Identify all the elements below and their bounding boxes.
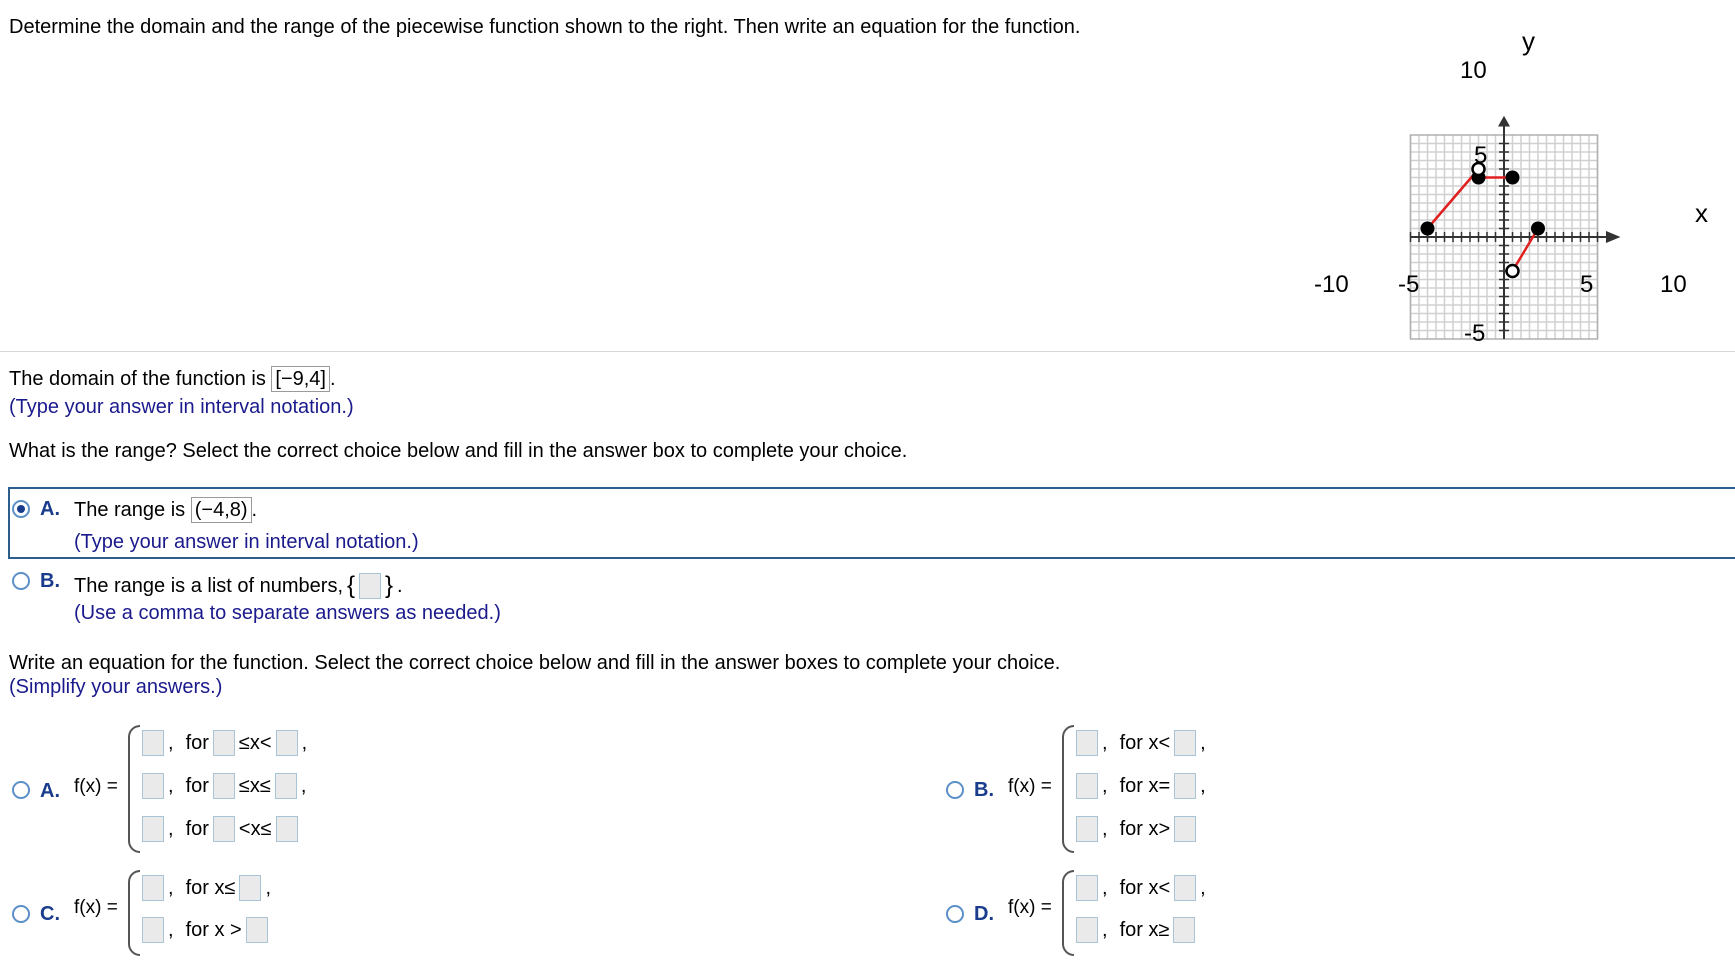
equation-choice-d-fx: f(x) = [1008, 897, 1052, 918]
value-field[interactable] [142, 875, 164, 901]
for-label: for x< [1119, 876, 1171, 899]
lower-bound-field[interactable] [213, 730, 235, 756]
equation-choice-a-letter: A. [40, 780, 60, 802]
equation-choice-c-radio[interactable] [12, 905, 30, 923]
x-tick-label: 10 [1660, 271, 1687, 298]
row-end: , [301, 731, 308, 754]
row-end: , [1200, 774, 1206, 797]
value-field[interactable] [142, 730, 164, 756]
row-end: , [300, 774, 307, 797]
upper-bound-field[interactable] [275, 773, 297, 799]
value-field[interactable] [142, 917, 164, 943]
equation-choice-a-fx: f(x) = [74, 776, 118, 797]
value-field[interactable] [1076, 875, 1098, 901]
equation-choice-a-radio[interactable] [12, 781, 30, 799]
equation-choice-c-fx: f(x) = [74, 897, 118, 918]
graph-segment [1513, 229, 1539, 272]
equation-choice-b-brace [1062, 725, 1074, 853]
equation-choice-a-row-2: , for ≤x≤ , [142, 773, 306, 799]
range-choice-b-letter: B. [40, 570, 60, 592]
equation-choice-c-letter: C. [40, 903, 60, 925]
upper-bound-field[interactable] [276, 730, 298, 756]
range-choice-a-letter: A. [40, 498, 60, 520]
range-answer-field[interactable]: (−4,8) [191, 497, 252, 523]
divider [0, 351, 1735, 352]
equation-choice-a-brace [128, 725, 140, 853]
range-choice-a-prefix: The range is [74, 499, 186, 521]
domain-suffix: . [330, 368, 336, 390]
row-end: , [265, 876, 271, 899]
for-label: for [185, 817, 209, 840]
upper-bound-field[interactable] [276, 816, 298, 842]
y-tick-label: 10 [1460, 57, 1487, 84]
for-label: for x > [185, 918, 242, 941]
range-choice-a-hint: (Type your answer in interval notation.) [74, 531, 419, 553]
lower-bound-field[interactable] [213, 773, 235, 799]
inequality: <x≤ [238, 817, 272, 840]
for-label: for x≥ [1119, 918, 1170, 941]
closed-point [1506, 171, 1520, 185]
bound-field[interactable] [1174, 730, 1196, 756]
y-tick-label: 5 [1474, 142, 1488, 169]
row-end: , [1200, 731, 1206, 754]
range-choice-a-suffix: . [251, 499, 258, 521]
range-choice-a-line [74, 497, 257, 523]
range-prompt: What is the range? Select the correct choice below and fill in the answer box to complete your choice. [9, 440, 908, 462]
equation-choice-d-brace [1062, 870, 1074, 956]
equation-choice-b-letter: B. [974, 779, 994, 801]
value-field[interactable] [142, 773, 164, 799]
equation-choice-b-fx: f(x) = [1008, 776, 1052, 797]
question-text: Determine the domain and the range of the piecewise function shown to the right. Then write an equation for the function. [9, 16, 1081, 38]
inequality: ≤x≤ [238, 774, 271, 797]
equation-choice-b-row-2: , for x= , [1076, 773, 1206, 799]
x-axis-label: x [1695, 198, 1708, 228]
range-choice-b-hint: (Use a comma to separate answers as needed.) [74, 602, 501, 624]
closed-point [1421, 222, 1435, 236]
value-field[interactable] [1076, 773, 1098, 799]
for-label: for x> [1119, 817, 1171, 840]
bound-field[interactable] [246, 917, 268, 943]
open-point [1507, 265, 1519, 277]
bound-field[interactable] [1173, 917, 1195, 943]
function-graph [1300, 25, 1735, 355]
row-end: , [1200, 876, 1206, 899]
value-field[interactable] [1076, 730, 1098, 756]
equation-choice-d-radio[interactable] [946, 905, 964, 923]
equation-choice-c-brace [128, 870, 140, 956]
equation-hint: (Simplify your answers.) [9, 676, 223, 698]
domain-prefix: The domain of the function is [9, 368, 266, 390]
equation-prompt: Write an equation for the function. Select the correct choice below and fill in the answer boxes to complete your choice. [9, 652, 1061, 674]
range-list-field[interactable] [359, 573, 381, 599]
x-tick-label: -5 [1398, 271, 1420, 298]
equation-choice-a-row-1: , for ≤x< , [142, 730, 307, 756]
open-brace: { [347, 572, 356, 599]
x-tick-label: 5 [1580, 271, 1594, 298]
equation-choice-b-row-1: , for x< , [1076, 730, 1206, 756]
bound-field[interactable] [1174, 816, 1196, 842]
close-brace: } [385, 572, 394, 599]
value-field[interactable] [1076, 816, 1098, 842]
range-choice-b-line [74, 572, 403, 600]
bound-field[interactable] [1174, 875, 1196, 901]
for-label: for x≤ [185, 876, 236, 899]
for-label: for [185, 774, 209, 797]
range-choice-b-radio[interactable] [12, 572, 30, 590]
x-tick-label: -10 [1314, 271, 1349, 298]
y-axis-label: y [1522, 26, 1535, 56]
equation-choice-d-letter: D. [974, 903, 994, 925]
domain-line [9, 366, 336, 392]
range-choice-b-prefix: The range is a list of numbers, [74, 574, 344, 597]
equation-choice-d-row-1: , for x< , [1076, 875, 1206, 901]
for-label: for [185, 731, 209, 754]
bound-field[interactable] [239, 875, 261, 901]
y-tick-label: -5 [1464, 320, 1486, 347]
equation-choice-c-row-2: , for x > [142, 917, 272, 943]
for-label: for x< [1119, 731, 1171, 754]
value-field[interactable] [142, 816, 164, 842]
value-field[interactable] [1076, 917, 1098, 943]
closed-point [1531, 222, 1545, 236]
lower-bound-field[interactable] [213, 816, 235, 842]
for-label: for x= [1119, 774, 1171, 797]
domain-answer-field[interactable]: [−9,4] [271, 366, 330, 392]
bound-field[interactable] [1174, 773, 1196, 799]
range-choice-a-radio[interactable] [12, 500, 30, 518]
range-choice-b-suffix: . [397, 574, 403, 597]
inequality: ≤x< [238, 731, 272, 754]
equation-choice-a-row-3: , for <x≤ [142, 816, 302, 842]
equation-choice-d-row-2: , for x≥ [1076, 917, 1199, 943]
domain-hint: (Type your answer in interval notation.) [9, 396, 354, 418]
equation-choice-b-row-3: , for x> [1076, 816, 1200, 842]
equation-choice-c-row-1: , for x≤ , [142, 875, 271, 901]
equation-choice-b-radio[interactable] [946, 781, 964, 799]
